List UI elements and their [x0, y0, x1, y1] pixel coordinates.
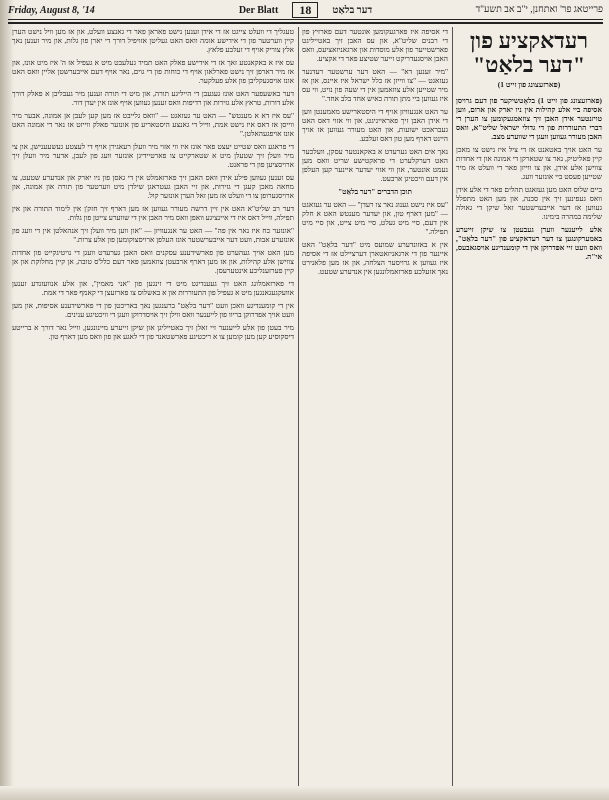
header-rule	[8, 19, 603, 20]
paragraph: ער האט אנגעוויזן אויף די היסטארישע מאמענטן ווען די אידן האבן זיך פאראייניגט, און ווי אזוי דאס האט געבראכט ישועות, און האט מעורר געווען אז אויך היינט דארף מען טון דאס זעלבע.	[302, 107, 448, 143]
paragraph: דער רב שליט"א האט אין זיין דרשה מעורר געווען אז מען דארף זיך חזק'ן אין לימוד התורה און אין תפילה, ווייל דאס איז די איינציגע וואפן וואס מיר האבן אין די שווערע צייטן פון גלות.	[12, 204, 294, 222]
column-left	[12, 27, 294, 785]
paragraph: "עס איז נישט גענוג נאר צו רעדן" — האט ער געזאגט — "מען דארף טון, און יעדער מענטש האט א חלק אין דעם, סיי מיט געלט, סיי מיט צייט, און סיי מיט תפילה."	[302, 200, 448, 236]
paragraph: ביים שלוס האט מען געזאגט תהלים פאר די אלע אידן וואס געפינען זיך אין סכנה, און מען האט מתפלל געווען אז דער אייבערשטער זאל שיקן די גאולה שלימה במהרה בימינו.	[456, 185, 602, 221]
masthead-hebrew: דער בלאַט	[332, 4, 373, 16]
title-line-1: רעדאקציע פון	[469, 28, 589, 53]
column-separator	[452, 27, 453, 787]
paragraph: נאך אים האט גערעדט א באקאנטער עסקן, וועלכער האט דערקלערט די פראקטישע שריט וואס מען נעמט אונטער, און ווי אזוי יעדער איינער קען העלפן אין דעם וויכטיגן ארבעט.	[302, 147, 448, 183]
page-header	[8, 2, 603, 18]
intro-paragraph: (פארזעצונג פון זייט 1) בלאָטשיקער פון דעם גרויסן אסיפה ביי אלע קהילות אין ניו יארק און ארום, ווען טויזנטער אידן האבן זיך צוזאמגעקומען צו הערן די דברי התעוררות פון די גדולי ישראל שליט"א, וואס האבן מעורר געווען וועגן די שווערע מצב.	[456, 96, 602, 141]
closing-paragraph: אלע לייענער ווערן געבעטן צו שיקן זייערע באמערקונגען צו דער רעדאקציע פון "דער בלאַט", וואס וועט זיי אפדרוקן אין די קומענדיגע אויסגאבעס, אי"ה.	[456, 225, 602, 261]
paragraph: די אסיפה איז פארגעקומען אונטער דעם פארזיץ פון די רבנים שליט"א, און עס האבן זיך באטייליגט פארשטייער פון אלע מוסדות און ארגאניזאציעס, וואס האבן אויסגעדריקט זייער שטיצע פאר די אקציע.	[302, 27, 448, 63]
issue-date: Friday, August 8, '14	[8, 4, 95, 16]
paragraph: ער האט אויך באטאנט אז די ציל איז נישט צו מאכן קיין פאליטיק, נאר צו שטארקן די אמונה און די אחדות צווישן אלע אידן, און צו ווייזן פאר די וועלט אז מיר שטייען פעסט ביי אונזער וועג.	[456, 145, 602, 181]
paragraph: "אונזער כח איז נאר אין פה" — האט ער אנגעוויזן — "און ווען מיר וועלן זיך אנהאלטן אין די וועג פון אונזערע אבות, וועט דער אייבערשטער אונז העלפן ארויסצוקומען פון אלע צרות."	[12, 226, 294, 244]
column-middle	[302, 27, 448, 785]
paragraph: עס איז א באקאנטע זאך אז די אידישע פאלק האט תמיד געלעבט מיט א געפיל אז ה' איז מיט אונז, און אז מיר דארפן זיך נישט פארלאזן אויף די כוחות פון די גוים, נאר אויף דעם אייבערשטן אליין וואס האט אונז אויסגעקליבן פון אלע פעלקער.	[12, 58, 294, 85]
column-right	[456, 27, 602, 785]
column-separator	[298, 27, 299, 787]
masthead-latin: Der Blatt	[238, 4, 279, 16]
paragraph: אין א באזונדערע שמועס מיט "דער בלאַט" האט איינער פון די ארגאניזאטארן דערציילט אז די אסיפה איז געווען א גרויסער הצלחה, און אז מען פלאנירט נאך אזעלכע פארזאמלונגען אין אנדערע שטעט.	[302, 240, 448, 276]
paragraph: די פראגע וואס שטייט יעצט פאר אונז איז ווי אזוי מיר וועלן רעאגירן אויף די לעצטע געשעענישן, און צי מיר וועלן זיך שטעלן מיט א שטארקייט צו פארטיידיגן אונזער וועג פון לעבן, אדער מיר וועלן זיך ארויסציען פון די פראנט.	[12, 142, 294, 169]
paragraph: אין די קומענדיגע וואכן וועט "דער בלאַט" ברענגען נאך באריכטן פון די פארשידענע אסיפות, און מען וועט אויך אפדרוקן בריוו פון לייענער וואס ווילן זיך אויסדרוקן וועגן די וויכטיגע ענינים.	[12, 301, 294, 319]
hebrew-date: פרייטאג פר' ואתחנן, י"ב אב תשע"ד	[475, 5, 603, 15]
title-line-2: "דער בלאַט"	[472, 52, 586, 77]
masthead	[239, 2, 372, 18]
paragraph: דער באשעפער האט אונז געגעבן די הייליגע תורה, און מיט די תורה זענען מיר געבליבן א פאלק דורך אלע דורות, טראץ אלע גזירות און רדיפות וואס זענען געווען אויף אונז אין יעדן דור.	[12, 89, 294, 107]
paragraph: די פארזאמלונג האט זיך געענדיגט מיט די זינגען פון "אני מאמין", און אלע אנוועזנדע זענען אוועקגעגאנגען מיט א געפיל פון התעוררות און א באשלוס צו פארזעצן די קאמף פאר די אמת.	[12, 279, 294, 297]
paragraph: "מיר זענען דא" — האט דער ערשטער רעדנער געזאגט — "צו ווייזן אז כלל ישראל איז איינס, און אז מיר שטייען אלע צוזאמען אין די שעה פון נויט, ווי עס איז געווען ביי מתן תורה כאיש אחד בלב אחד."	[302, 67, 448, 103]
article-title	[456, 29, 602, 90]
paragraph: טעגליך די וועלט צייגט אז די אידן זענען נישט פאראן פאר די גאנצע וועלט, און אז מען וויל נישט הערן קיין ווערטער פון די אידישע אומה וואס האט געליטן אזויפיל דורך די יארן פון גלות, און מיר זענען נאך אלץ צוריק אויף די זעלבע פלאץ.	[12, 27, 294, 54]
article-subtitle: (פארזעצונג פון זייט 1)	[497, 80, 561, 89]
page-number: 18	[292, 2, 318, 18]
header-double-rule	[8, 22, 603, 24]
paragraph: "עס איז דא א מענטש" — האט ער געזאגט — "וואס גלייבט אז מען קען לעבן אן אמונה, אבער מיר ווייסן אז דאס איז נישט אמת, ווייל די גאנצע היסטאריע פון אונזער פאלק ווייזט אז נאר די אמונה האט אונז אויפגעהאלטן."	[12, 111, 294, 138]
page-bottom-shadow	[0, 786, 609, 800]
paragraph: מען האט אויך געהערט פון פארשידענע עסקנים וואס האבן גערעדט וועגן די נויטיגקייט פון אחדות צווישן אלע קהילות, און אז מען דארף ארבעטן צוזאמען פאר דעם כלל'ס טובה, אן קיין מחלוקת און אן קיין פערזענליכע אינטערעסן.	[12, 248, 294, 275]
paragraph: מיר בעטן פון אלע לייענער זיי זאלן זיך באטייליגן און שיקן זייערע מיינונגען, ווייל נאר דורך א ברייטע דיסקוסיע קען מען קומען צו א ריכטיגע פארשטאנד פון די לאגע און פון וואס מען דארף טון.	[12, 323, 294, 341]
paragraph: עס זענען געווען פילע אידן וואס האבן זיך פארזאמלט אין די גאסן פון ניו יארק און אנדערע שטעט, צו מחאה מאכן קעגן די גזירות, און זיי האבן געטראגן שילדן מיט ווערטער פון תורה און אמונה, און ארויסגערופן צו די וועלט אז מען זאל הערן אונזער קול.	[12, 173, 294, 200]
section-heading: תוכן הדברים "דער בלאַט"	[338, 187, 412, 196]
